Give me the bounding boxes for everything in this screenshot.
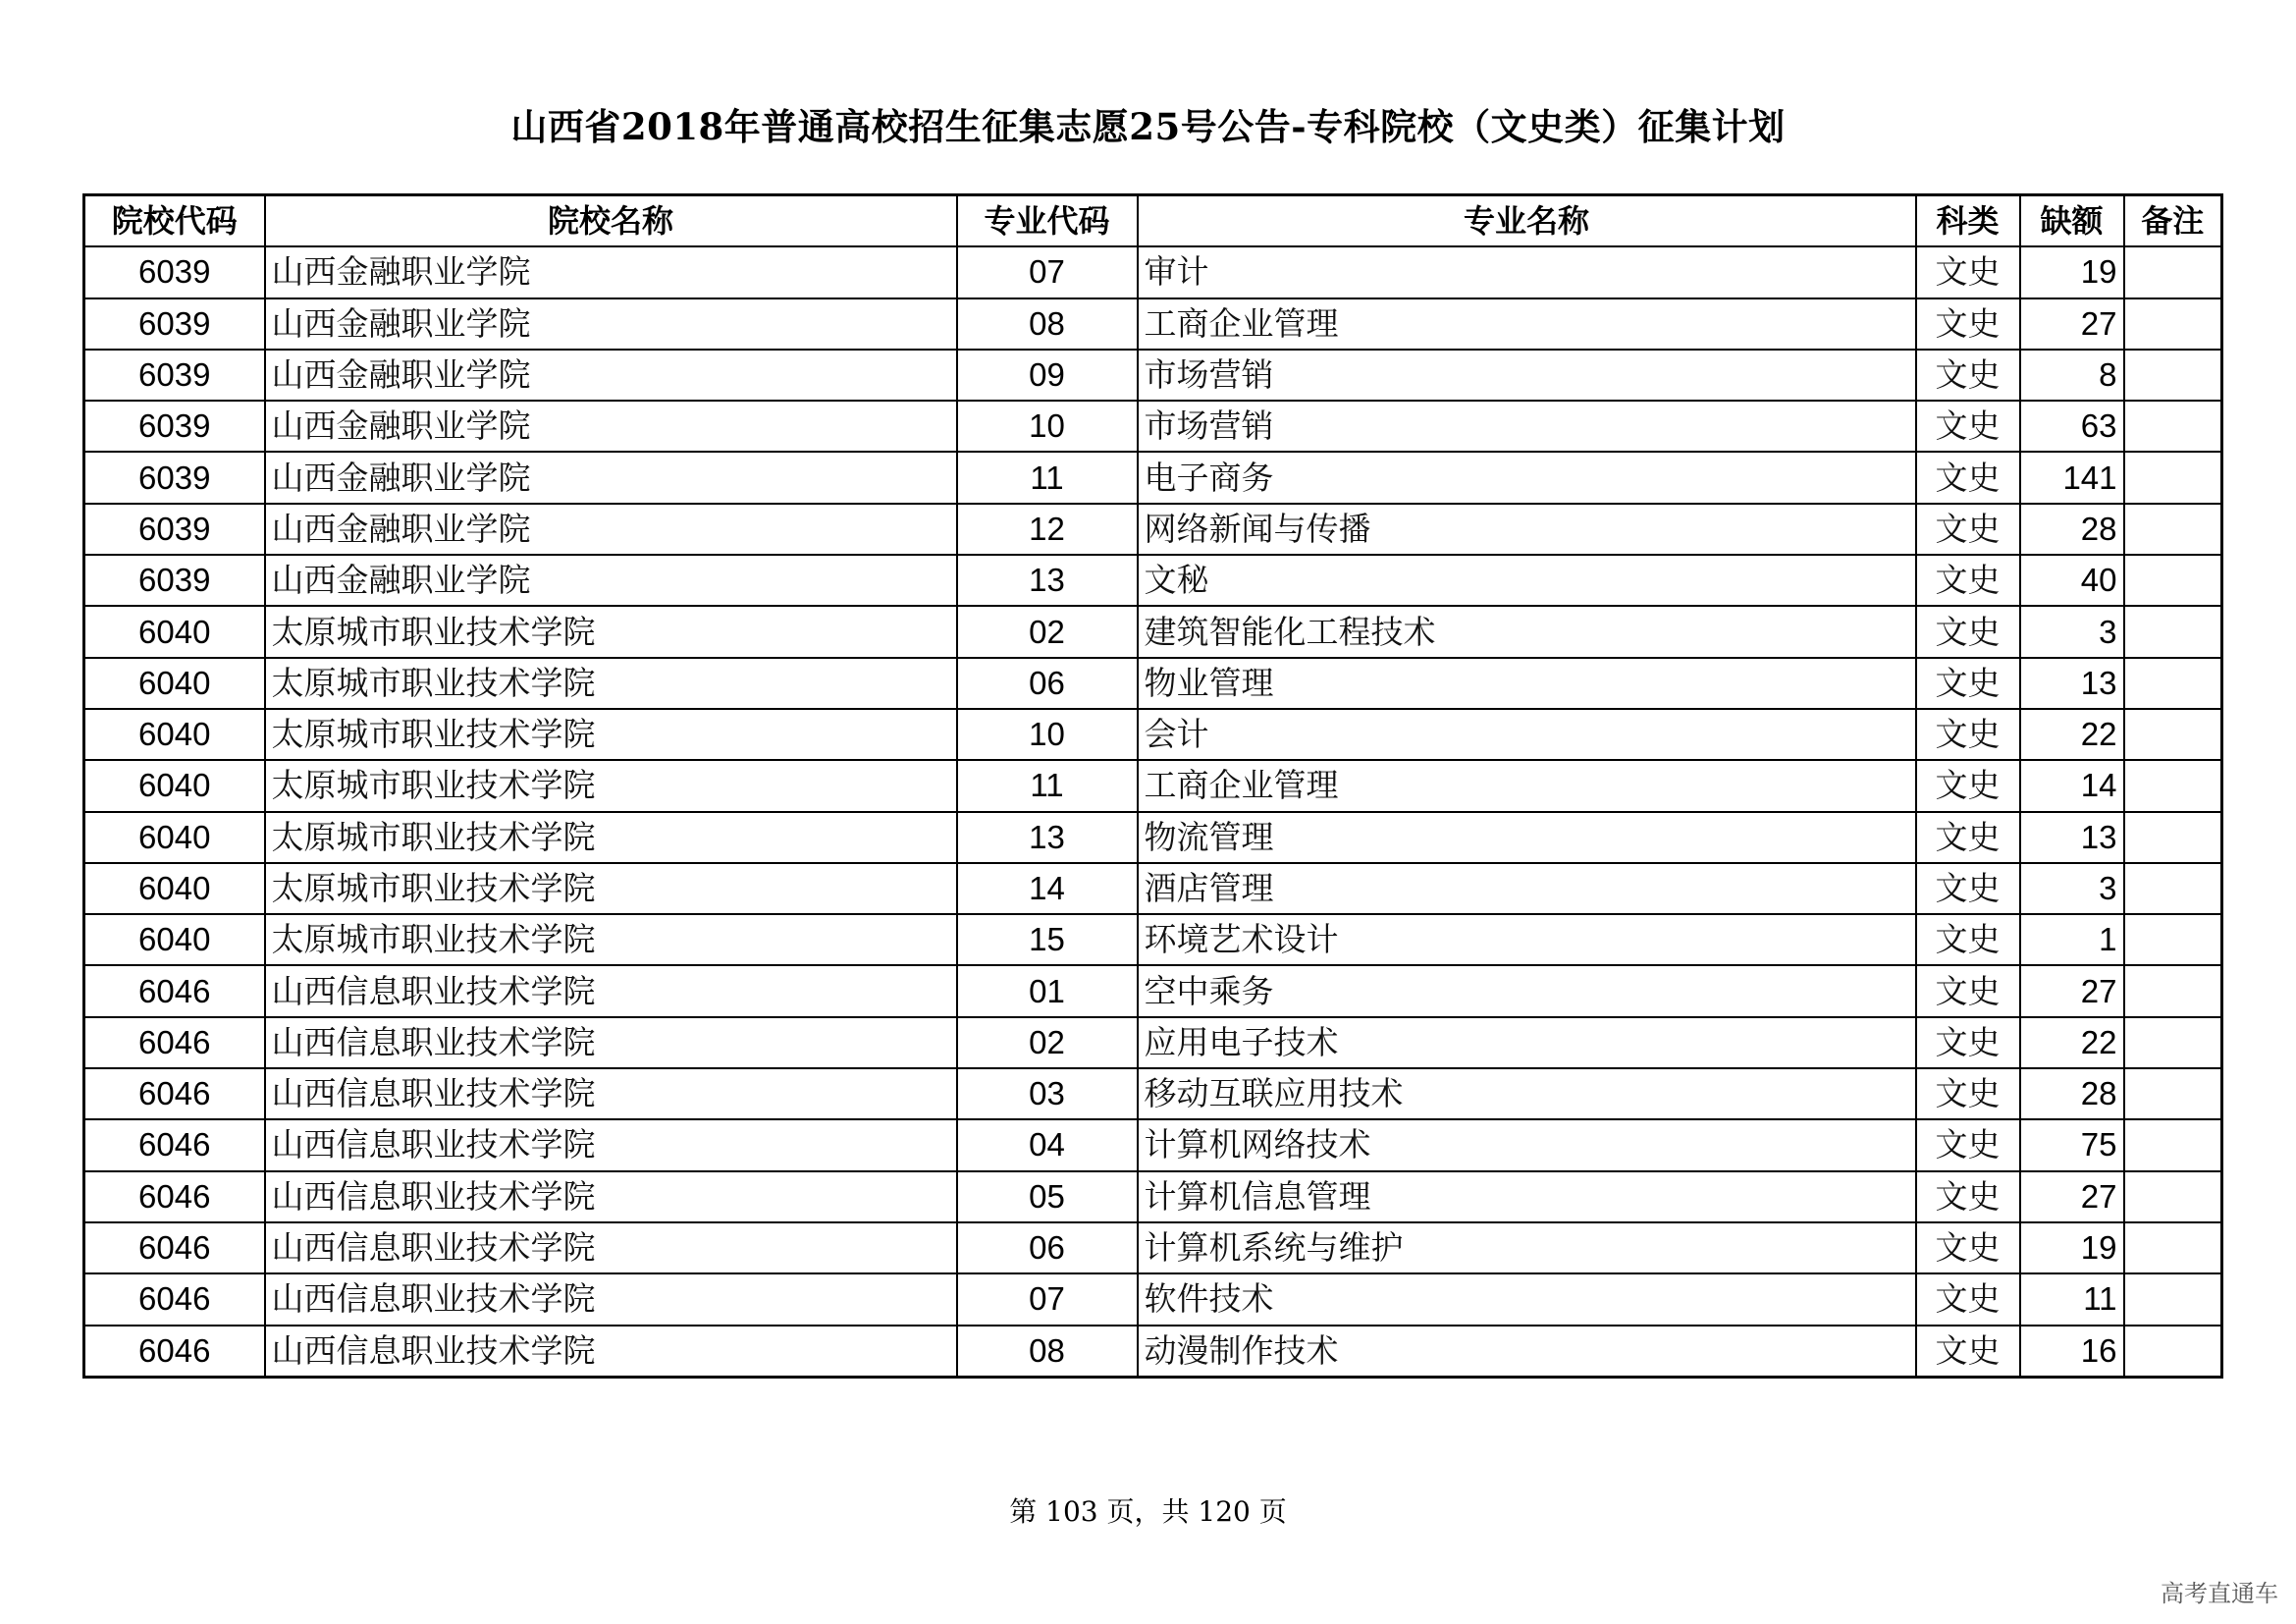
header-remarks: 备注 (2124, 195, 2222, 247)
table-row (84, 1222, 2222, 1273)
cell-remarks (2124, 606, 2222, 657)
cell-remarks (2124, 965, 2222, 1016)
cell-major-code: 02 (957, 606, 1138, 657)
table-row (84, 1326, 2222, 1378)
table-row (84, 863, 2222, 914)
cell-school-code: 6039 (84, 350, 265, 401)
cell-major-code: 06 (957, 1222, 1138, 1273)
cell-major-name: 物流管理 (1138, 812, 1916, 863)
cell-vacancy: 22 (2020, 709, 2124, 760)
cell-remarks (2124, 658, 2222, 709)
table-row (84, 452, 2222, 503)
cell-category: 文史 (1916, 1273, 2020, 1325)
cell-major-name: 会计 (1138, 709, 1916, 760)
cell-vacancy: 11 (2020, 1273, 2124, 1325)
cell-school-code: 6039 (84, 246, 265, 298)
cell-category: 文史 (1916, 914, 2020, 965)
cell-school-code: 6046 (84, 965, 265, 1016)
header-category: 科类 (1916, 195, 2020, 247)
header-vacancy: 缺额 (2020, 195, 2124, 247)
cell-vacancy: 141 (2020, 452, 2124, 503)
cell-remarks (2124, 1171, 2222, 1222)
cell-major-name: 软件技术 (1138, 1273, 1916, 1325)
cell-school-code: 6046 (84, 1171, 265, 1222)
cell-school-name: 山西信息职业技术学院 (265, 1326, 957, 1378)
cell-school-code: 6046 (84, 1119, 265, 1170)
table-row (84, 965, 2222, 1016)
cell-major-code: 15 (957, 914, 1138, 965)
cell-major-name: 电子商务 (1138, 452, 1916, 503)
cell-school-name: 山西信息职业技术学院 (265, 1222, 957, 1273)
cell-category: 文史 (1916, 298, 2020, 350)
cell-vacancy: 1 (2020, 914, 2124, 965)
table-row (84, 298, 2222, 350)
cell-vacancy: 13 (2020, 812, 2124, 863)
cell-remarks (2124, 1017, 2222, 1068)
cell-vacancy: 27 (2020, 965, 2124, 1016)
cell-major-name: 网络新闻与传播 (1138, 504, 1916, 555)
cell-vacancy: 19 (2020, 1222, 2124, 1273)
cell-vacancy: 28 (2020, 504, 2124, 555)
cell-major-name: 环境艺术设计 (1138, 914, 1916, 965)
cell-major-name: 空中乘务 (1138, 965, 1916, 1016)
table-body (84, 246, 2222, 1377)
cell-category: 文史 (1916, 1119, 2020, 1170)
cell-school-name: 山西信息职业技术学院 (265, 965, 957, 1016)
cell-major-name: 计算机网络技术 (1138, 1119, 1916, 1170)
document-title: 山西省2018年普通高校招生征集志愿25号公告-专科院校（文史类）征集计划 (510, 105, 1786, 148)
cell-school-code: 6039 (84, 298, 265, 350)
header-major-code: 专业代码 (957, 195, 1138, 247)
cell-school-name: 山西金融职业学院 (265, 504, 957, 555)
table-row (84, 555, 2222, 606)
cell-major-code: 13 (957, 812, 1138, 863)
header-school-code: 院校代码 (84, 195, 265, 247)
cell-remarks (2124, 401, 2222, 452)
table-row (84, 812, 2222, 863)
table-header-row (84, 195, 2222, 247)
cell-vacancy: 19 (2020, 246, 2124, 298)
cell-category: 文史 (1916, 760, 2020, 811)
header-major-name: 专业名称 (1138, 195, 1916, 247)
cell-school-code: 6040 (84, 709, 265, 760)
cell-major-code: 08 (957, 1326, 1138, 1378)
enrollment-plan-table (82, 193, 2223, 1379)
cell-major-name: 计算机信息管理 (1138, 1171, 1916, 1222)
table-row (84, 760, 2222, 811)
cell-vacancy: 8 (2020, 350, 2124, 401)
cell-school-name: 山西金融职业学院 (265, 298, 957, 350)
cell-major-code: 01 (957, 965, 1138, 1016)
cell-school-name: 太原城市职业技术学院 (265, 863, 957, 914)
cell-remarks (2124, 555, 2222, 606)
cell-school-code: 6040 (84, 812, 265, 863)
cell-school-name: 山西信息职业技术学院 (265, 1171, 957, 1222)
cell-vacancy: 16 (2020, 1326, 2124, 1378)
table-row (84, 606, 2222, 657)
cell-school-name: 山西信息职业技术学院 (265, 1273, 957, 1325)
cell-remarks (2124, 812, 2222, 863)
cell-vacancy: 63 (2020, 401, 2124, 452)
cell-major-code: 10 (957, 401, 1138, 452)
cell-major-name: 文秘 (1138, 555, 1916, 606)
cell-school-code: 6046 (84, 1326, 265, 1378)
cell-category: 文史 (1916, 246, 2020, 298)
cell-category: 文史 (1916, 1017, 2020, 1068)
table-row (84, 401, 2222, 452)
cell-major-code: 14 (957, 863, 1138, 914)
cell-remarks (2124, 1119, 2222, 1170)
cell-category: 文史 (1916, 401, 2020, 452)
cell-major-code: 08 (957, 298, 1138, 350)
cell-school-code: 6040 (84, 760, 265, 811)
cell-school-code: 6046 (84, 1273, 265, 1325)
table-row (84, 914, 2222, 965)
cell-category: 文史 (1916, 1171, 2020, 1222)
cell-remarks (2124, 760, 2222, 811)
cell-category: 文史 (1916, 1068, 2020, 1119)
cell-school-name: 太原城市职业技术学院 (265, 606, 957, 657)
cell-school-name: 太原城市职业技术学院 (265, 914, 957, 965)
cell-school-code: 6046 (84, 1222, 265, 1273)
cell-school-code: 6040 (84, 658, 265, 709)
cell-school-code: 6046 (84, 1068, 265, 1119)
cell-vacancy: 22 (2020, 1017, 2124, 1068)
cell-major-name: 工商企业管理 (1138, 760, 1916, 811)
cell-school-name: 山西金融职业学院 (265, 350, 957, 401)
cell-major-code: 09 (957, 350, 1138, 401)
cell-remarks (2124, 863, 2222, 914)
cell-vacancy: 13 (2020, 658, 2124, 709)
cell-vacancy: 27 (2020, 1171, 2124, 1222)
cell-major-name: 动漫制作技术 (1138, 1326, 1916, 1378)
watermark: 高考直通车 (2161, 1580, 2278, 1607)
cell-major-name: 审计 (1138, 246, 1916, 298)
table-row (84, 1171, 2222, 1222)
cell-school-code: 6040 (84, 606, 265, 657)
table-row (84, 658, 2222, 709)
cell-vacancy: 3 (2020, 606, 2124, 657)
cell-remarks (2124, 298, 2222, 350)
cell-remarks (2124, 246, 2222, 298)
cell-vacancy: 75 (2020, 1119, 2124, 1170)
cell-remarks (2124, 709, 2222, 760)
cell-category: 文史 (1916, 812, 2020, 863)
cell-major-name: 市场营销 (1138, 401, 1916, 452)
cell-major-name: 物业管理 (1138, 658, 1916, 709)
table-row (84, 1273, 2222, 1325)
cell-school-code: 6039 (84, 555, 265, 606)
table-row (84, 350, 2222, 401)
cell-major-code: 02 (957, 1017, 1138, 1068)
cell-major-code: 12 (957, 504, 1138, 555)
cell-school-code: 6046 (84, 1017, 265, 1068)
cell-major-code: 11 (957, 452, 1138, 503)
cell-school-name: 山西信息职业技术学院 (265, 1119, 957, 1170)
cell-school-code: 6040 (84, 863, 265, 914)
table-row (84, 1017, 2222, 1068)
cell-school-name: 太原城市职业技术学院 (265, 709, 957, 760)
cell-school-name: 山西信息职业技术学院 (265, 1068, 957, 1119)
cell-category: 文史 (1916, 555, 2020, 606)
cell-remarks (2124, 1326, 2222, 1378)
cell-school-name: 太原城市职业技术学院 (265, 760, 957, 811)
cell-major-code: 07 (957, 246, 1138, 298)
cell-category: 文史 (1916, 709, 2020, 760)
cell-major-code: 05 (957, 1171, 1138, 1222)
header-school-name: 院校名称 (265, 195, 957, 247)
cell-major-name: 市场营销 (1138, 350, 1916, 401)
table-row (84, 246, 2222, 298)
cell-school-name: 山西信息职业技术学院 (265, 1017, 957, 1068)
cell-school-code: 6039 (84, 401, 265, 452)
page-number: 第 103 页，共 120 页 (1009, 1495, 1287, 1528)
cell-remarks (2124, 452, 2222, 503)
cell-category: 文史 (1916, 504, 2020, 555)
cell-category: 文史 (1916, 350, 2020, 401)
cell-school-code: 6039 (84, 452, 265, 503)
cell-category: 文史 (1916, 1326, 2020, 1378)
cell-category: 文史 (1916, 863, 2020, 914)
cell-category: 文史 (1916, 606, 2020, 657)
cell-school-name: 山西金融职业学院 (265, 452, 957, 503)
cell-remarks (2124, 1222, 2222, 1273)
cell-vacancy: 28 (2020, 1068, 2124, 1119)
cell-remarks (2124, 350, 2222, 401)
cell-category: 文史 (1916, 452, 2020, 503)
cell-school-name: 太原城市职业技术学院 (265, 812, 957, 863)
cell-major-code: 03 (957, 1068, 1138, 1119)
cell-major-code: 13 (957, 555, 1138, 606)
cell-category: 文史 (1916, 1222, 2020, 1273)
cell-major-name: 建筑智能化工程技术 (1138, 606, 1916, 657)
cell-major-name: 酒店管理 (1138, 863, 1916, 914)
cell-remarks (2124, 914, 2222, 965)
cell-major-code: 07 (957, 1273, 1138, 1325)
cell-vacancy: 14 (2020, 760, 2124, 811)
cell-school-code: 6039 (84, 504, 265, 555)
cell-major-code: 10 (957, 709, 1138, 760)
cell-major-code: 04 (957, 1119, 1138, 1170)
cell-major-name: 移动互联应用技术 (1138, 1068, 1916, 1119)
cell-major-name: 工商企业管理 (1138, 298, 1916, 350)
cell-vacancy: 40 (2020, 555, 2124, 606)
cell-major-code: 11 (957, 760, 1138, 811)
cell-vacancy: 3 (2020, 863, 2124, 914)
cell-school-name: 山西金融职业学院 (265, 555, 957, 606)
cell-school-name: 太原城市职业技术学院 (265, 658, 957, 709)
cell-vacancy: 27 (2020, 298, 2124, 350)
cell-school-name: 山西金融职业学院 (265, 246, 957, 298)
table-row (84, 1068, 2222, 1119)
table-row (84, 1119, 2222, 1170)
cell-remarks (2124, 504, 2222, 555)
cell-major-name: 计算机系统与维护 (1138, 1222, 1916, 1273)
cell-major-name: 应用电子技术 (1138, 1017, 1916, 1068)
cell-school-code: 6040 (84, 914, 265, 965)
cell-category: 文史 (1916, 965, 2020, 1016)
cell-remarks (2124, 1068, 2222, 1119)
cell-school-name: 山西金融职业学院 (265, 401, 957, 452)
table-row (84, 709, 2222, 760)
cell-category: 文史 (1916, 658, 2020, 709)
cell-remarks (2124, 1273, 2222, 1325)
cell-major-code: 06 (957, 658, 1138, 709)
table-row (84, 504, 2222, 555)
